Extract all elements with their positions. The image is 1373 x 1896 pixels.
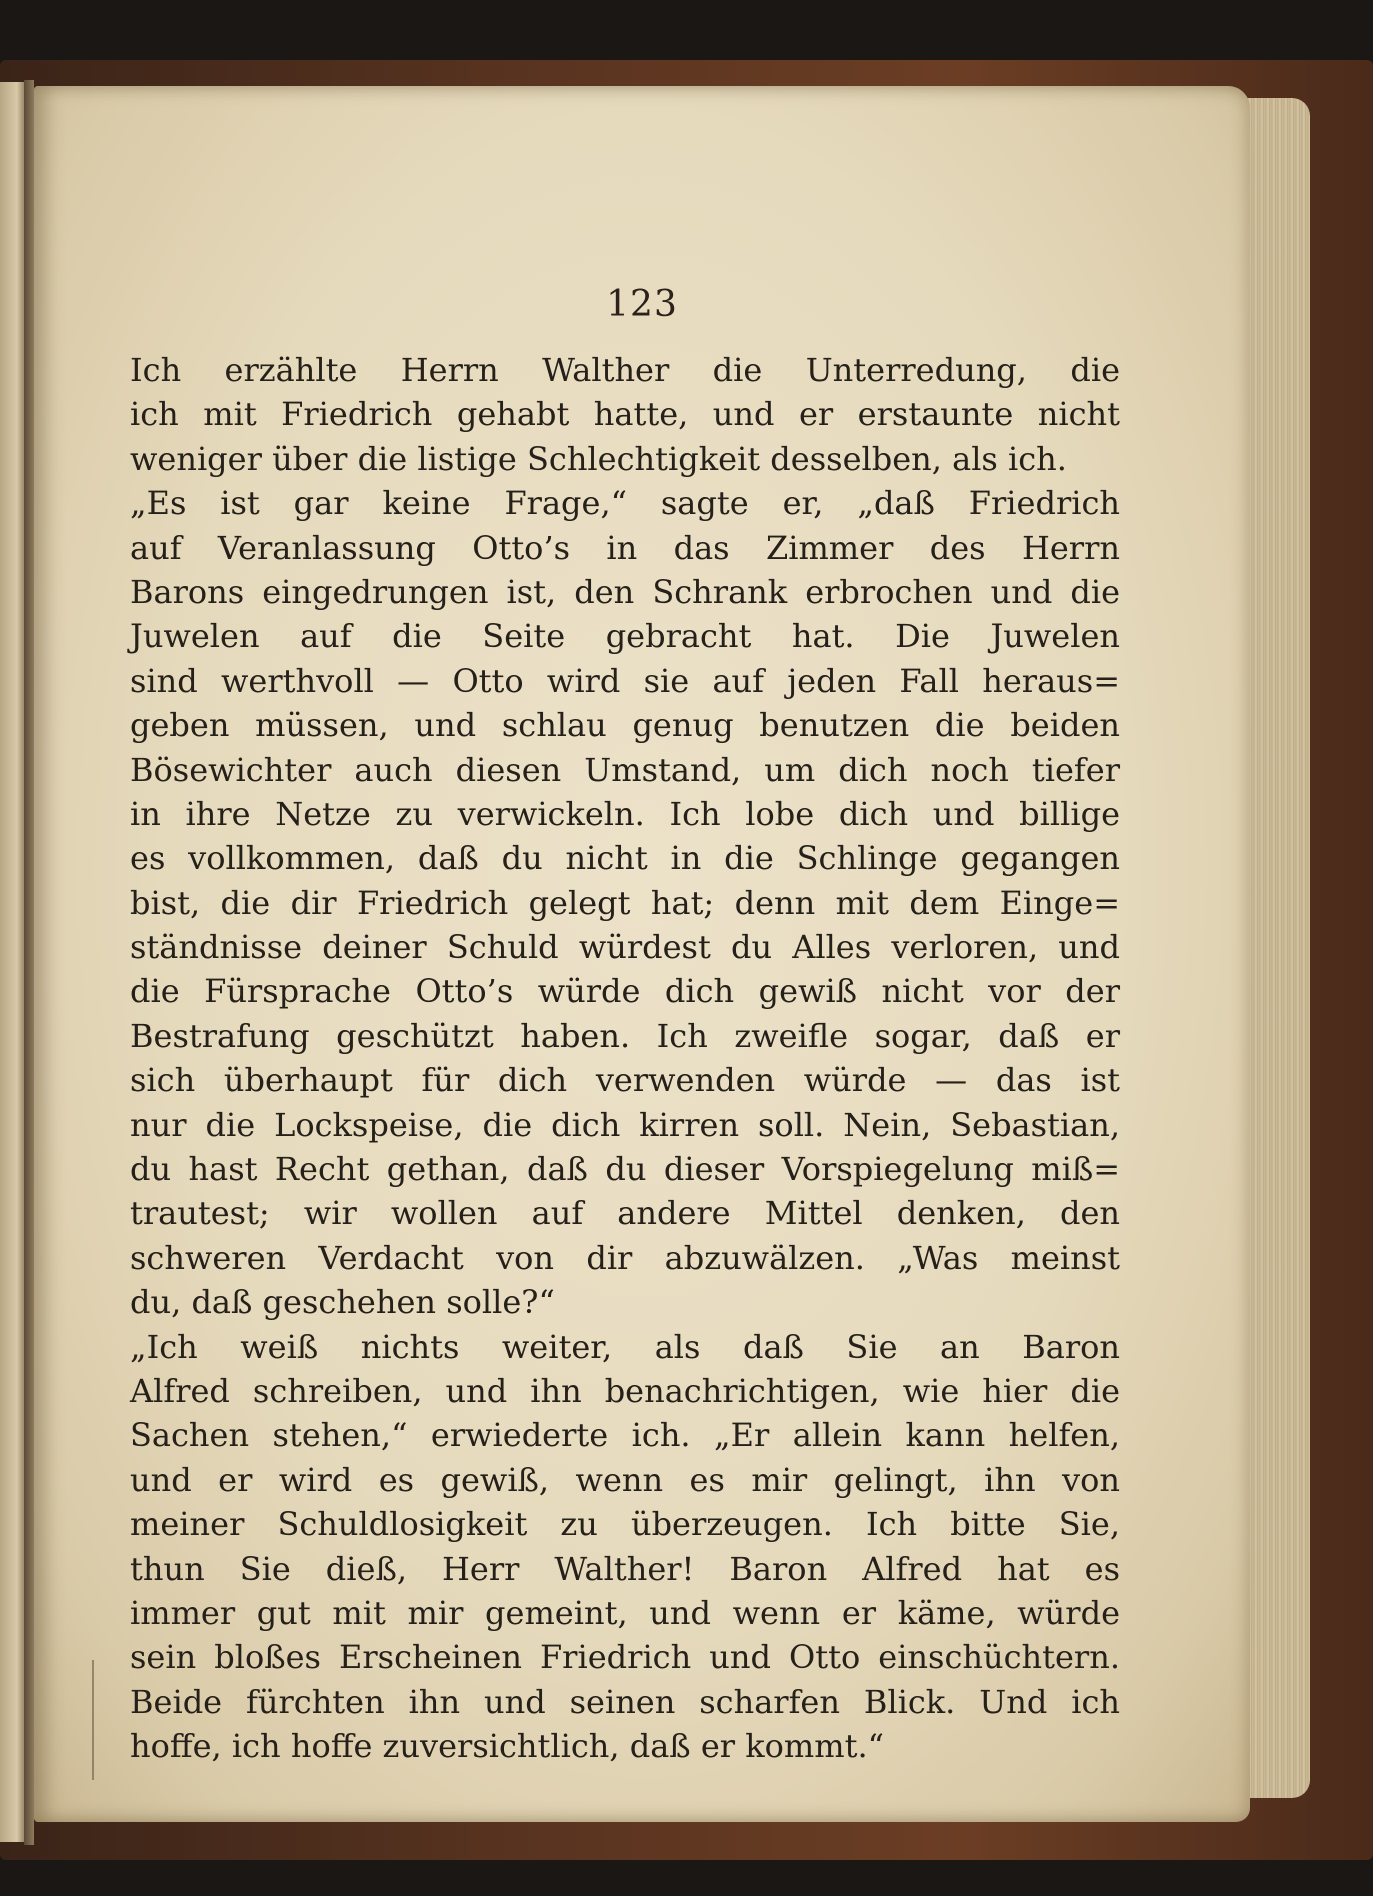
text-line: meiner Schuldlosigkeit zu überzeugen. Ich bitte Sie, [130, 1505, 1120, 1544]
text-line: Ich erzählte Herrn Walther die Unterredung, die [130, 351, 1120, 389]
text-line: Beide fürchten ihn und seinen scharfen Blick. Und ich [130, 1682, 1120, 1721]
text-line: weniger über die listige Schlechtigkeit desselben, als ich. [130, 439, 1067, 478]
text-line: die Fürsprache Otto’s würde dich gewiß nicht vor der [130, 972, 1120, 1011]
text-line: sein bloßes Erscheinen Friedrich und Otto einschüchtern. [130, 1638, 1120, 1677]
text-line: bist, die dir Friedrich gelegt hat; denn mit dem Einge= [130, 883, 1120, 922]
left-page-edge [0, 82, 24, 1842]
text-line: es vollkommen, daß du nicht in die Schlinge gegangen [130, 839, 1120, 878]
text-line: in ihre Netze zu verwickeln. Ich lobe dich und billige [130, 794, 1120, 833]
text-line: sich überhaupt für dich verwenden würde — das ist [130, 1061, 1120, 1100]
body-text [130, 348, 1120, 1769]
text-line: und er wird es gewiß, wenn es mir gelingt, ihn von [130, 1460, 1120, 1499]
text-line: Bösewichter auch diesen Umstand, um dich noch tiefer [130, 750, 1120, 789]
text-line: immer gut mit mir gemeint, und wenn er käme, würde [130, 1593, 1120, 1632]
text-line: ich mit Friedrich gehabt hatte, und er erstaunte nicht [130, 395, 1120, 434]
text-line: „Es ist gar keine Frage,“ sagte er, „daß Friedrich [130, 484, 1120, 523]
text-line: sind werthvoll — Otto wird sie auf jeden Fall heraus= [130, 661, 1120, 700]
page-stack-edge [1240, 98, 1310, 1798]
book-gutter [24, 80, 34, 1845]
text-line: Bestrafung geschützt haben. Ich zweifle sogar, daß er [130, 1016, 1120, 1055]
text-line: nur die Lockspeise, die dich kirren soll. Nein, Sebastian, [130, 1105, 1120, 1144]
text-line: ständnisse deiner Schuld würdest du Alles verloren, und [130, 928, 1120, 967]
text-line: Sachen stehen,“ erwiederte ich. „Er allein kann helfen, [130, 1416, 1120, 1455]
text-line: Alfred schreiben, und ihn benachrichtigen, wie hier die [130, 1371, 1120, 1410]
text-line: hoffe, ich hoffe zuversichtlich, daß er kommt.“ [130, 1727, 884, 1766]
text-line: du, daß geschehen solle?“ [130, 1283, 555, 1322]
text-line: „Ich weiß nichts weiter, als daß Sie an Baron [130, 1327, 1120, 1366]
text-line: thun Sie dieß, Herr Walther! Baron Alfred hat es [130, 1549, 1120, 1588]
book-page [34, 86, 1250, 1822]
margin-mark [92, 1660, 94, 1780]
text-line: schweren Verdacht von dir abzuwälzen. „Was meinst [130, 1238, 1120, 1277]
text-line: Barons eingedrungen ist, den Schrank erbrochen und die [130, 572, 1120, 611]
text-line: Juwelen auf die Seite gebracht hat. Die Juwelen [130, 617, 1120, 656]
text-line: auf Veranlassung Otto’s in das Zimmer des Herrn [130, 528, 1120, 567]
text-line: trautest; wir wollen auf andere Mittel denken, den [130, 1194, 1120, 1233]
text-line: du hast Recht gethan, daß du dieser Vorspiegelung miß= [130, 1150, 1120, 1189]
page-number: 123 [606, 284, 678, 325]
text-line: geben müssen, und schlau genug benutzen die beiden [130, 706, 1120, 745]
